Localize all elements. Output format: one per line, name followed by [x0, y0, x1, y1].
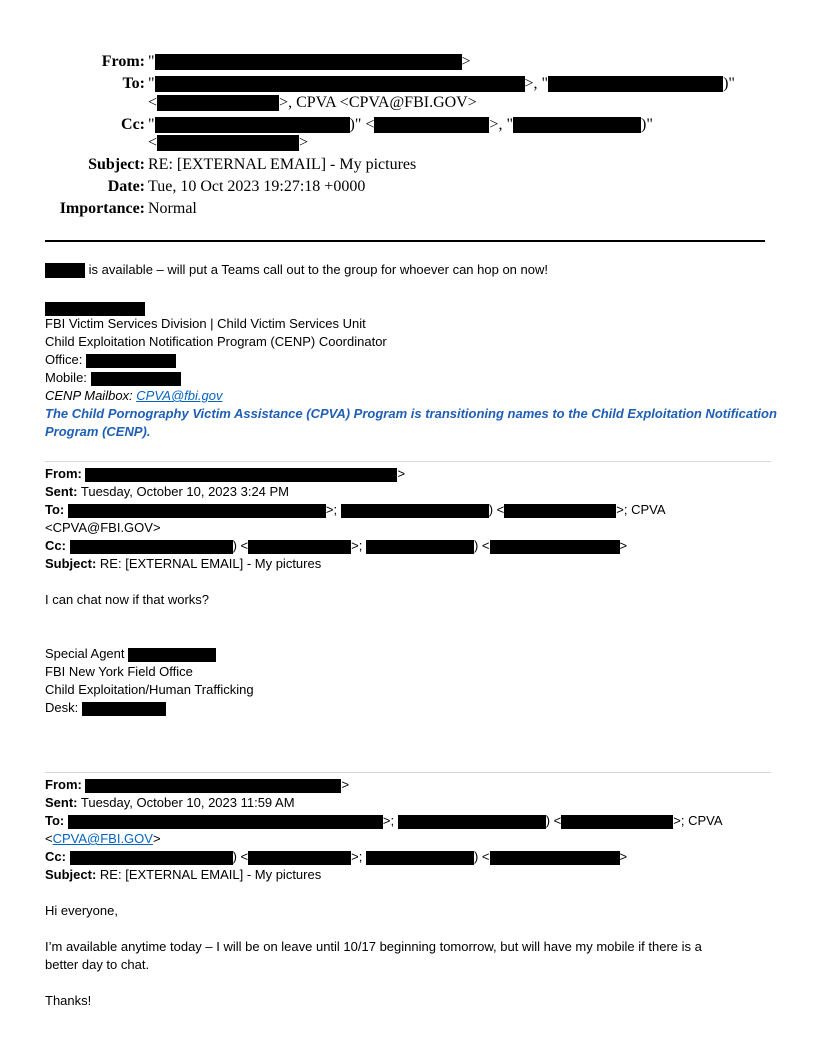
e2-body: I can chat now if that works? [45, 592, 210, 607]
redaction-box [91, 372, 181, 386]
message-separator [45, 461, 771, 462]
e2-sig-role [45, 646, 216, 662]
e3-sent [45, 795, 295, 810]
e2-sent-value: Tuesday, October 10, 2023 3:24 PM [80, 484, 290, 499]
e2-to-cpva: ; CPVA [623, 502, 666, 517]
redaction-box [155, 76, 525, 92]
e3-body-line1: I’m available anytime today – I will be on leave until 10/17 beginning tomorrow, but will have my mobile if there is a [45, 939, 702, 954]
e3-to-line2: <CPVA@FBI.GOV> [45, 831, 161, 846]
to-value-line2: < >, CPVA <CPVA@FBI.GOV> [148, 94, 477, 111]
importance-label: Importance: [59, 200, 145, 217]
mailbox-link[interactable]: CPVA@fbi.gov [136, 388, 223, 403]
sig1-office [45, 352, 176, 368]
e3-subject-label: Subject: [45, 867, 97, 882]
cc-label: Cc: [121, 116, 145, 133]
message-separator [45, 772, 771, 773]
cc-value-line1: " )" < >, " )" [148, 116, 653, 133]
redaction-box [398, 815, 546, 829]
e2-subject [45, 556, 321, 571]
e3-subject-value: RE: [EXTERNAL EMAIL] - My pictures [99, 867, 322, 882]
e2-sent-label: Sent: [45, 484, 78, 499]
e2-cc-label: Cc: [45, 538, 66, 553]
redaction-box [86, 354, 176, 368]
e2-to-line1: To: >; ) < >; CPVA [45, 502, 666, 517]
redaction-box [70, 540, 233, 554]
to-value-line1: " >, " )" [148, 75, 735, 92]
redaction-box [248, 851, 351, 865]
subject-value: RE: [EXTERNAL EMAIL] - My pictures [148, 156, 417, 173]
e2-from: From: > [45, 466, 406, 481]
from-value: " > [148, 53, 471, 70]
redaction-box [157, 135, 299, 151]
sig1-mobile [45, 370, 181, 386]
importance-value: Normal [148, 200, 197, 217]
redaction-box [82, 702, 166, 716]
e2-sig-desk [45, 700, 166, 716]
body1-text: is available – will put a Teams call out to the group for whoever can hop on now! [85, 262, 548, 277]
e2-desk-label: Desk: [45, 700, 79, 715]
e3-from: From: > [45, 777, 350, 792]
e3-to-line1: To: >; ) < >; CPVA [45, 813, 723, 828]
e3-to-label: To: [45, 813, 65, 828]
e2-to-label: To: [45, 502, 65, 517]
e2-subject-value: RE: [EXTERNAL EMAIL] - My pictures [99, 556, 322, 571]
e2-subject-label: Subject: [45, 556, 97, 571]
redaction-box [85, 779, 341, 793]
redaction-box [490, 851, 620, 865]
e3-greeting: Hi everyone, [45, 903, 118, 918]
redaction-box [85, 468, 397, 482]
header-divider [45, 240, 765, 242]
redaction-box [45, 302, 145, 316]
redaction-box [513, 117, 641, 133]
to-cpva: , CPVA <CPVA@FBI.GOV> [288, 94, 477, 111]
redaction-box [155, 54, 462, 70]
sig1-name [45, 300, 145, 316]
subject-label: Subject: [88, 156, 145, 173]
e2-cc: Cc: ) < >; ) < > [45, 538, 628, 553]
date-label: Date: [107, 178, 145, 195]
redaction-box [157, 95, 279, 111]
sig1-mailbox [45, 388, 222, 403]
date-value: Tue, 10 Oct 2023 19:27:18 +0000 [148, 178, 366, 195]
office-label: Office: [45, 352, 83, 367]
sig1-division: FBI Victim Services Division | Child Victim Services Unit [45, 316, 366, 331]
redaction-box [366, 851, 474, 865]
e2-from-label: From: [45, 466, 82, 481]
e3-subject [45, 867, 321, 882]
redaction-box [45, 263, 85, 278]
e3-cpva-link[interactable]: CPVA@FBI.GOV [52, 831, 153, 846]
sig1-notice-line1: The Child Pornography Victim Assistance (CPVA) Program is transitioning names to the Child Exploitation Notification [45, 406, 777, 421]
cc-value-line2: < > [148, 134, 309, 151]
sig1-notice-line2: Program (CENP). [45, 424, 151, 439]
e2-sig-unit: Child Exploitation/Human Trafficking [45, 682, 254, 697]
redaction-box [374, 117, 489, 133]
e2-sig-role-text: Special Agent [45, 646, 129, 661]
e3-from-label: From: [45, 777, 82, 792]
redaction-box [128, 648, 216, 662]
redaction-box [70, 851, 233, 865]
redaction-box [68, 815, 383, 829]
redaction-box [561, 815, 673, 829]
e2-to-line2: <CPVA@FBI.GOV> [45, 520, 161, 535]
e3-closing: Thanks! [45, 993, 92, 1008]
e3-to-cpva: ; CPVA [680, 813, 723, 828]
redaction-box [548, 76, 723, 92]
e2-sig-office: FBI New York Field Office [45, 664, 193, 679]
redaction-box [155, 117, 350, 133]
e3-cc-label: Cc: [45, 849, 66, 864]
sig1-title: Child Exploitation Notification Program (CENP) Coordinator [45, 334, 387, 349]
mobile-label: Mobile: [45, 370, 87, 385]
from-label: From: [101, 53, 145, 70]
e3-sent-label: Sent: [45, 795, 78, 810]
to-label: To: [122, 75, 145, 92]
body1-line [45, 262, 548, 278]
mailbox-label: CENP Mailbox: [45, 388, 137, 403]
e3-cc: Cc: ) < >; ) < > [45, 849, 628, 864]
redaction-box [490, 540, 620, 554]
redaction-box [366, 540, 474, 554]
redaction-box [341, 504, 489, 518]
redaction-box [68, 504, 326, 518]
redaction-box [504, 504, 616, 518]
e2-sent [45, 484, 289, 499]
redaction-box [248, 540, 351, 554]
e3-body-line2: better day to chat. [45, 957, 150, 972]
e3-sent-value: Tuesday, October 10, 2023 11:59 AM [80, 795, 295, 810]
